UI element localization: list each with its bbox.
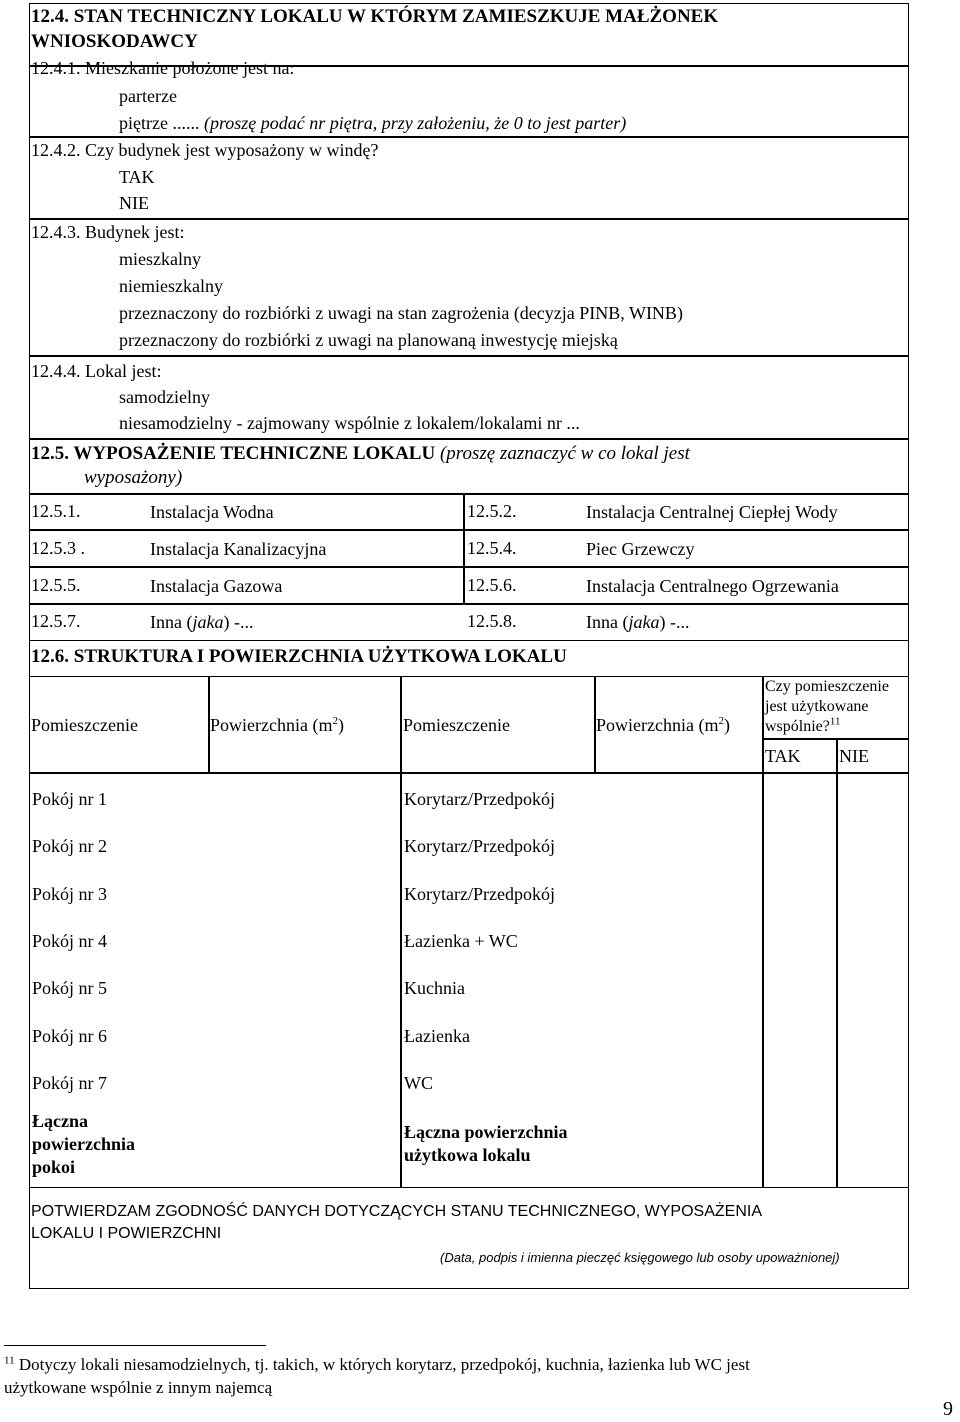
- equip-inna-italic: jaka: [192, 612, 224, 632]
- equip-num: 12.5.5.: [31, 575, 81, 595]
- divider: [29, 218, 909, 220]
- room-right: Korytarz/Przedpokój: [404, 836, 555, 856]
- option-pietrze-hint: (proszę podać nr piętra, przy założeniu, że 0 to jest parter): [203, 113, 627, 133]
- col-header-text: ): [337, 715, 344, 735]
- col-header-text: wspólnie?: [765, 718, 830, 735]
- divider: [29, 772, 909, 774]
- footnote-ref: 11: [829, 715, 841, 728]
- page-number: 9: [943, 1398, 953, 1420]
- room-left: Pokój nr 5: [32, 978, 108, 998]
- option-winda-nie[interactable]: NIE: [119, 193, 149, 213]
- col-header-nie: NIE: [839, 746, 869, 766]
- equip-num: 12.5.6.: [467, 575, 517, 595]
- room-right: Korytarz/Przedpokój: [404, 884, 555, 904]
- room-left: Pokój nr 1: [32, 789, 108, 809]
- equip-inna-2[interactable]: [586, 612, 689, 633]
- col-header-powierzchnia: [210, 715, 344, 736]
- col-header-pomieszczenie: Pomieszczenie: [31, 715, 138, 735]
- equip-co[interactable]: Instalacja Centralnego Ogrzewania: [586, 576, 839, 596]
- divider: [29, 566, 909, 568]
- section-12-5-title-hint: (proszę zaznaczyć w co lokal jest: [439, 443, 690, 464]
- footnote-number: 11: [4, 1354, 15, 1367]
- option-mieszkalny[interactable]: mieszkalny: [119, 249, 201, 269]
- option-samodzielny[interactable]: samodzielny: [119, 387, 210, 407]
- room-right: Korytarz/Przedpokój: [404, 789, 555, 809]
- equip-num: 12.5.4.: [467, 538, 517, 558]
- equip-num: 12.5.7.: [31, 611, 81, 631]
- equip-ciepla-woda[interactable]: Instalacja Centralnej Ciepłej Wody: [586, 502, 838, 522]
- total-rooms-l2: powierzchnia: [32, 1134, 135, 1154]
- equip-inna-1[interactable]: [150, 612, 253, 633]
- room-left: Pokój nr 3: [32, 884, 108, 904]
- equip-num: 12.5.1.: [31, 501, 81, 521]
- room-left: Pokój nr 6: [32, 1026, 108, 1046]
- total-usable-l2: użytkowa lokalu: [404, 1145, 531, 1165]
- confirmation-text-cont: LOKALU I POWIERZCHNI: [31, 1225, 222, 1242]
- equip-piec[interactable]: Piec Grzewczy: [586, 539, 695, 559]
- col-header-powierzchnia-2: [596, 715, 730, 736]
- total-rooms-label: [32, 1110, 135, 1179]
- divider: [463, 493, 465, 603]
- divider: [762, 738, 908, 740]
- option-rozbiorka-zagrozenie[interactable]: przeznaczony do rozbiórki z uwagi na stan zagrożenia (decyzja PINB, WINB): [119, 303, 683, 323]
- room-left: Pokój nr 4: [32, 931, 108, 951]
- question-12-4-3: 12.4.3. Budynek jest:: [31, 222, 185, 242]
- section-12-4-title: 12.4. STAN TECHNICZNY LOKALU W KTÓRYM ZAMIESZKUJE MAŁŻONEK: [31, 6, 719, 27]
- total-rooms-l1: Łączna: [32, 1111, 88, 1131]
- equip-inna-label: Inna (: [586, 612, 629, 632]
- option-niemieszkalny[interactable]: niemieszkalny: [119, 276, 223, 296]
- room-left: Pokój nr 7: [32, 1073, 108, 1093]
- section-12-4-title-cont: WNIOSKODAWCY: [31, 31, 198, 52]
- footnote-separator: [4, 1345, 266, 1346]
- section-12-5-title-hint-cont: wyposażony): [84, 467, 183, 488]
- option-parterze[interactable]: parterze: [119, 86, 177, 106]
- col-header-text: Powierzchnia (m: [596, 715, 719, 735]
- divider: [29, 603, 909, 605]
- col-header-wspolne-l3: [765, 717, 889, 737]
- superscript: 2: [718, 715, 724, 727]
- room-right: Łazienka + WC: [404, 931, 518, 951]
- divider: [400, 676, 402, 1188]
- room-left: Pokój nr 2: [32, 836, 108, 856]
- col-header-wspolne-l1: Czy pomieszczenie: [765, 678, 889, 695]
- question-12-4-4: 12.4.4. Lokal jest:: [31, 361, 162, 381]
- equip-num: 12.5.2.: [467, 501, 517, 521]
- equip-instalacja-wodna[interactable]: Instalacja Wodna: [150, 502, 274, 522]
- room-right: Kuchnia: [404, 978, 465, 998]
- question-12-4-1: 12.4.1. Mieszkanie położone jest na:: [31, 58, 295, 78]
- equip-num: 12.5.8.: [467, 611, 517, 631]
- equip-inna-dots: ) -...: [223, 612, 254, 632]
- col-header-text: Powierzchnia (m: [210, 715, 333, 735]
- divider: [29, 355, 909, 357]
- section-12-6-title: 12.6. STRUKTURA I POWIERZCHNIA UŻYTKOWA LOKALU: [31, 646, 567, 667]
- col-header-wspolne-l2: jest użytkowane: [765, 698, 869, 715]
- total-rooms-l3: pokoi: [32, 1157, 76, 1177]
- option-winda-tak[interactable]: TAK: [119, 167, 155, 187]
- total-usable-label: [404, 1121, 568, 1167]
- option-niesamodzielny[interactable]: niesamodzielny - zajmowany wspólnie z lokalem/lokalami nr ...: [119, 413, 580, 433]
- divider: [762, 676, 764, 1188]
- col-header-text: ): [723, 715, 730, 735]
- signature-caption: (Data, podpis i imienna pieczęć księgowego lub osoby upoważnionej): [440, 1250, 840, 1265]
- option-rozbiorka-inwestycja[interactable]: przeznaczony do rozbiórki z uwagi na planowaną inwestycję miejską: [119, 330, 618, 350]
- option-pietrze[interactable]: [119, 113, 626, 134]
- confirmation-text: POTWIERDZAM ZGODNOŚĆ DANYCH DOTYCZĄCYCH STANU TECHNICZNEGO, WYPOSAŻENIA: [31, 1203, 762, 1220]
- section-12-5-title-main: 12.5. WYPOSAŻENIE TECHNICZNE LOKALU: [31, 443, 440, 464]
- divider: [29, 136, 909, 138]
- section-12-5-title: [31, 443, 690, 464]
- equip-inna-dots: ) -...: [659, 612, 690, 632]
- superscript: 2: [332, 715, 338, 727]
- divider: [29, 529, 909, 531]
- divider: [29, 493, 909, 495]
- col-header-pomieszczenie-2: Pomieszczenie: [403, 715, 510, 735]
- total-usable-l1: Łączna powierzchnia: [404, 1122, 568, 1142]
- option-pietrze-label: piętrze ......: [119, 113, 204, 133]
- divider: [836, 738, 838, 1188]
- room-right: WC: [404, 1073, 433, 1093]
- equip-kanalizacja[interactable]: Instalacja Kanalizacyjna: [150, 539, 327, 559]
- equip-gaz[interactable]: Instalacja Gazowa: [150, 576, 283, 596]
- footnote: [4, 1355, 750, 1375]
- footnote-cont: użytkowane wspólnie z innym najemcą: [4, 1378, 273, 1397]
- col-header-wspolne: [765, 677, 889, 737]
- col-header-tak: TAK: [765, 746, 801, 766]
- room-right: Łazienka: [404, 1026, 470, 1046]
- equip-num: 12.5.3 .: [31, 538, 85, 558]
- question-12-4-2: 12.4.2. Czy budynek jest wyposażony w windę?: [31, 140, 379, 160]
- equip-inna-italic: jaka: [628, 612, 660, 632]
- footnote-text: Dotyczy lokali niesamodzielnych, tj. takich, w których korytarz, przedpokój, kuchnia, łazienka lub WC jest: [14, 1355, 750, 1374]
- equip-inna-label: Inna (: [150, 612, 193, 632]
